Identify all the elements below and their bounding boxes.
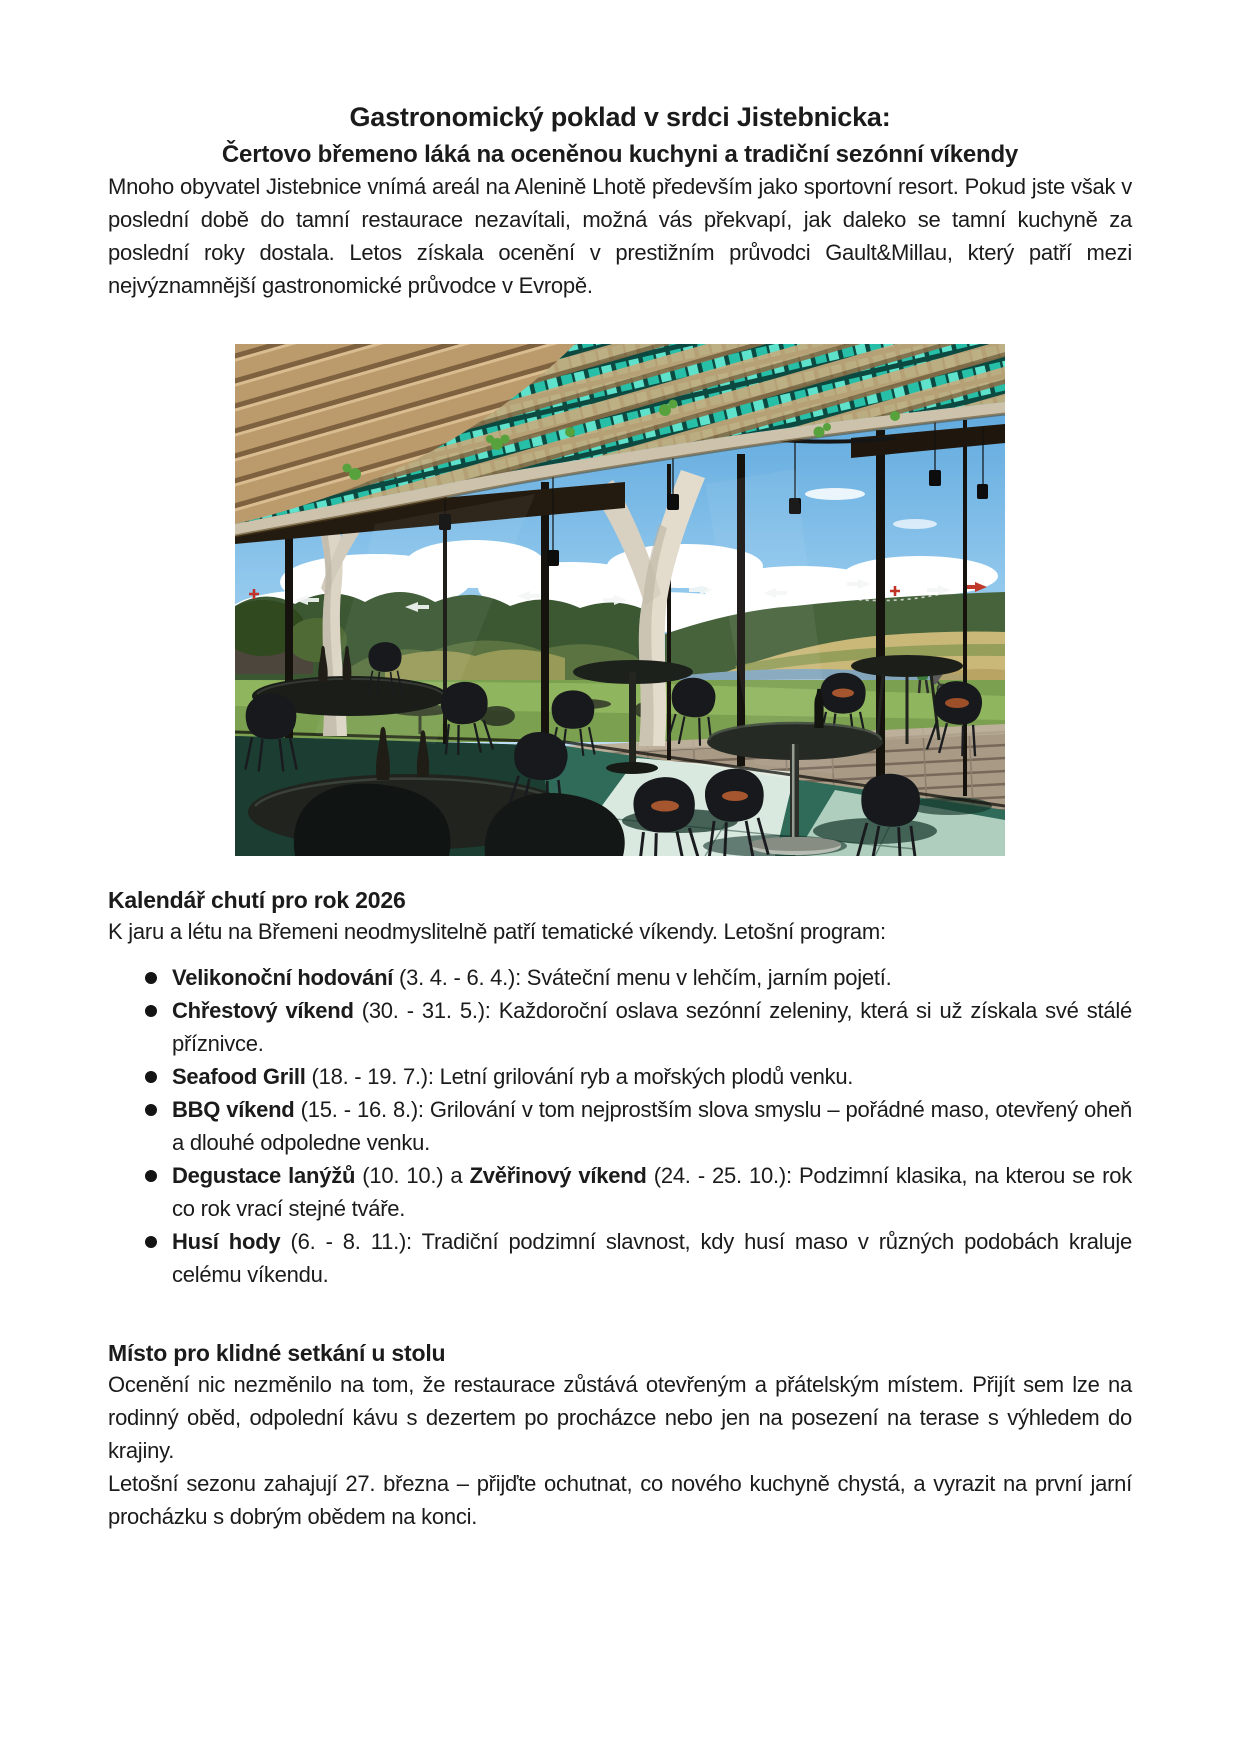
restaurant-photo [235, 344, 1005, 856]
event-list [108, 961, 1132, 1291]
document-title: Gastronomický poklad v srdci Jistebnicka: [349, 102, 891, 132]
place-paragraph-2: Letošní sezonu zahajují 27. března – přijďte ochutnat, co nového kuchyně chystá, a vyrazit na první jarní procházku s dobrým obědem na konci. [108, 1471, 1132, 1529]
event-item: BBQ víkend (15. - 16. 8.): Grilování v tom nejprostším slova smyslu – pořádné maso, otevřený oheň a dlouhé odpoledne venku. [108, 1093, 1132, 1159]
restaurant-photo-illustration [235, 344, 1005, 856]
section-heading-place: Místo pro klidné setkání u stolu [108, 1340, 446, 1366]
intro-paragraph: Mnoho obyvatel Jistebnice vnímá areál na Alenině Lhotě především jako sportovní resort. Pokud jste však v poslední době do tamní restaurace nezavítali, možná vás překvapí, jak daleko se tamní kuchyně za poslední roky dostala. Letos získala ocenění v prestižním průvodci Gault&Millau, který patří mezi nejvýznamnější gastronomické průvodce v Evropě. [108, 174, 1132, 298]
document-subtitle: Čertovo břemeno láká na oceněnou kuchyni a tradiční sezónní víkendy [221, 141, 1019, 168]
event-item: Degustace lanýžů (10. 10.) a Zvěřinový víkend (24. - 25. 10.): Podzimní klasika, na kterou se rok co rok vrací stejné tváře. [108, 1159, 1132, 1225]
section-heading-calendar: Kalendář chutí pro rok 2026 [108, 887, 406, 913]
event-item: Chřestový víkend (30. - 31. 5.): Každoroční oslava sezónní zeleniny, která si už získala své stálé příznivce. [108, 994, 1132, 1060]
calendar-lead-paragraph: K jaru a létu na Břemeni neodmyslitelně patří tematické víkendy. Letošní program: [108, 919, 886, 944]
event-item: Velikonoční hodování (3. 4. - 6. 4.): Sváteční menu v lehčím, jarním pojetí. [108, 961, 1132, 994]
event-item: Husí hody (6. - 8. 11.): Tradiční podzimní slavnost, kdy husí maso v různých podobách kraluje celému víkendu. [108, 1225, 1132, 1291]
event-item: Seafood Grill (18. - 19. 7.): Letní grilování ryb a mořských plodů venku. [108, 1060, 1132, 1093]
place-paragraph-1: Ocenění nic nezměnilo na tom, že restaurace zůstává otevřeným a přátelským místem. Přijít sem lze na rodinný oběd, odpolední kávu s dezertem po procházce nebo jen na posezení na terase s výhledem do krajiny. [108, 1372, 1132, 1463]
